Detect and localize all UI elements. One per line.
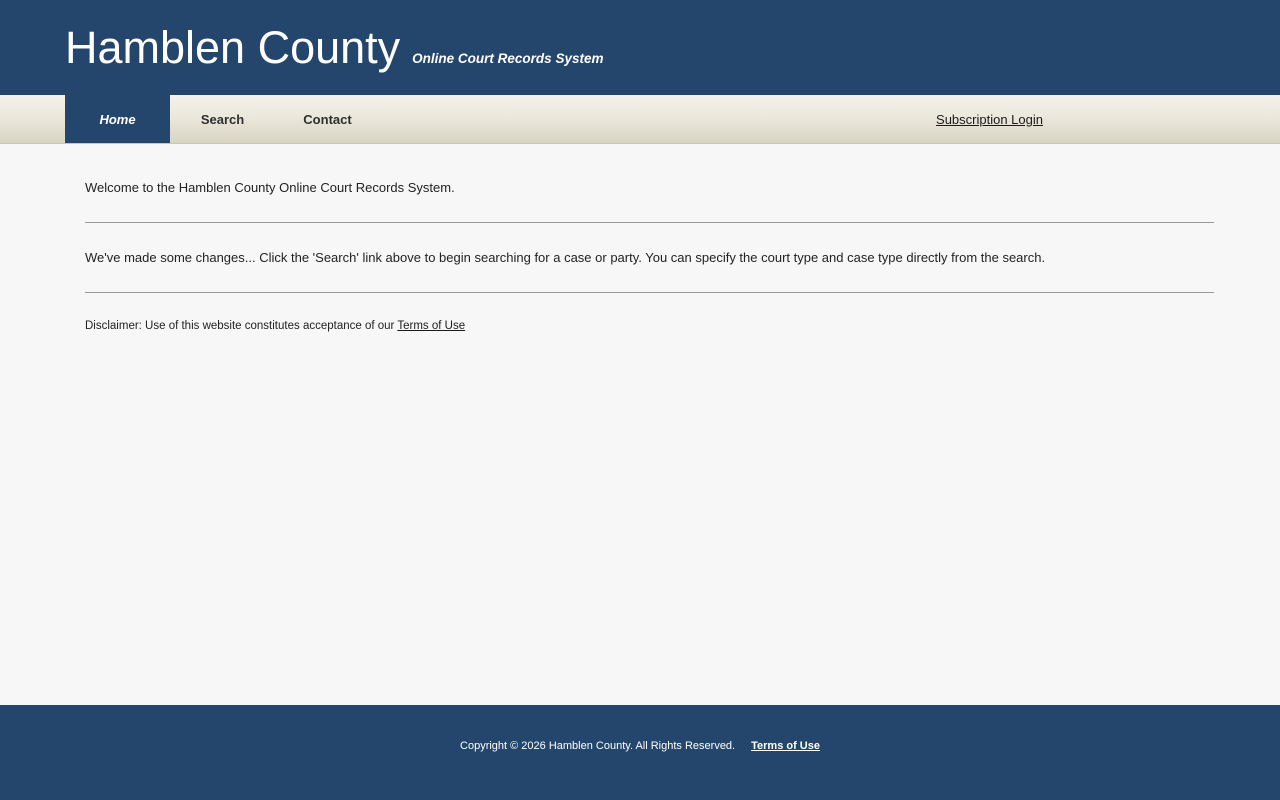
footer-terms-of-use-link[interactable]: Terms of Use: [751, 740, 820, 752]
nav-item-search[interactable]: Search: [200, 111, 245, 127]
disclaimer-text: [85, 293, 1150, 332]
nav-right-area: [936, 95, 1280, 143]
changes-message: We've made some changes... Click the 'Search' link above to begin searching for a case or party. You can specify the court type and case type directly from the search.: [85, 250, 1046, 265]
terms-of-use-link[interactable]: Terms of Use: [397, 320, 466, 332]
nav-item-contact[interactable]: Contact: [303, 111, 352, 127]
page-title: Hamblen County: [65, 22, 401, 73]
site-header: [0, 0, 1280, 95]
welcome-message: Welcome to the Hamblen County Online Court Records System.: [85, 180, 455, 195]
nav-item-home[interactable]: Home: [65, 95, 170, 143]
disclaimer-prefix: Disclaimer: Use of this website constitutes acceptance of our: [85, 320, 398, 332]
main-content: [0, 144, 1280, 706]
content-inner: [65, 144, 1215, 332]
nav-left-spacer: [0, 95, 65, 143]
site-subtitle: Online Court Records System: [412, 51, 604, 66]
main-navigation: [0, 95, 1280, 144]
site-footer: [0, 705, 1280, 800]
subscription-login-link[interactable]: Subscription Login: [936, 111, 1043, 127]
nav-items: [65, 95, 380, 143]
footer-copyright: Copyright © 2026 Hamblen County. All Rights Reserved.: [460, 740, 736, 752]
